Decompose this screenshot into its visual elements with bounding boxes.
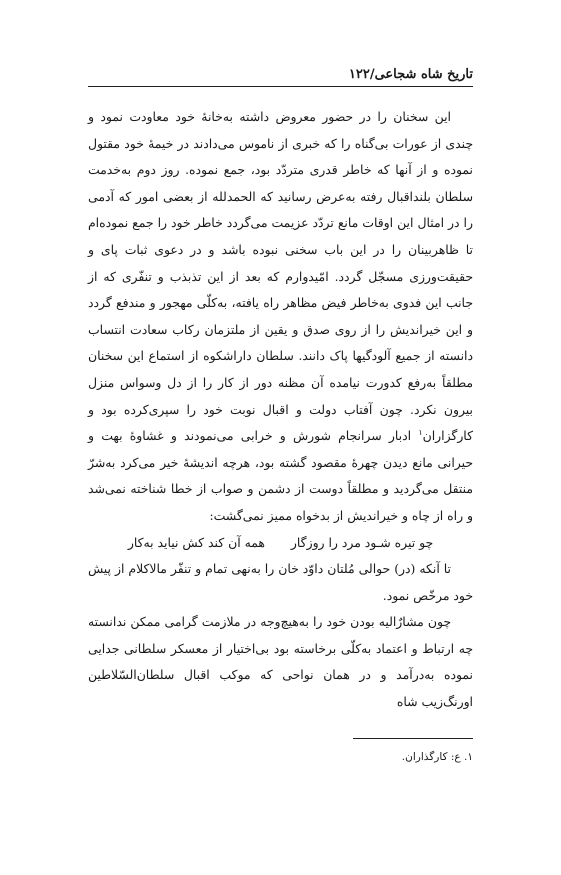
verse-hemistich-2: همه آن کند کش نیاید به‌کار [127,534,265,550]
main-text [88,104,473,716]
footnote-text: ۱. ع: کارگذاران. [401,751,473,763]
header-rule [88,86,473,87]
verse-hemistich-1: چو تیره شـود مرد را روزگار [290,534,434,550]
paragraph-1-text: این سخنان را در حضور معروض داشته به‌خانهٔ خود معاودت نمود و چندی از عورات بی‌گناه را که خبری از ناموس می‌دادند در خیمهٔ خود مقتول نموده و از آنها که خاطر قدری متردّد بود، جمع نموده. روز دوم به‌خدمت سلطان بلنداقبال رفته به‌عرض رسانید که الحمدلله از بعضی امور که آدمی را در امثال این اوقات مانع تردّد عزیمت می‌گردد خاطر خود را جمع نموده‌ام تا ظاهربینان را در این باب سخنی نبوده باشد و در دعوی ثبات پای و حقیقت‌ورزی مسجّل گردد. امّیدوارم که بعد از این تذبذب و تنفّری که از جانب این فدوی به‌خاطر فیض مظاهر راه یافته، به‌کلّی مهجور و مندفع گردد و این خیراندیش را از روی صدق و یقین از ملتزمان رکاب سعادت انتساب دانسته از جمیع آلودگیها پاک دانند. سلطان داراشکوه از استماع این سخنان مطلقاً به‌رفع کدورت نیامده آن مظنه دور از کار را از دل وسواس منزل بیرون نکرد. چون آفتاب دولت و اقبال نوبت خود را سپری‌کرده بود و کارگزاران [88,109,473,444]
verse [88,530,473,557]
running-header [88,56,473,82]
running-title: تاریخ شاه شجاعی/۱۲۲ [348,67,473,82]
paragraph-1-text-cont: ادبار سرانجام شورش و خرابی می‌نمودند و غشاوهٔ بهت و حیرانی مانع دیدن چهرهٔ مقصود گشته بود، هرچه اندیشهٔ خیر می‌کرد به‌شرّ منتقل می‌گردید و مطلقاً دوست از دشمن و صواب از خطا شناخته نمی‌شد و راه از چاه و خیراندیش از بدخواه ممیز نمی‌گشت: [88,428,473,523]
footnote-rule [353,738,473,739]
paragraph-1 [88,104,473,530]
footnote [88,748,473,766]
paragraph-2: تا آنکه (در) حوالی مُلتان داوّد خان را به‌نهی تمام و تنفّر مالاکلام از پیش خود مرخّص نمود. [88,561,473,603]
footnote-marker: ۱ [418,428,423,437]
paragraph-3: چون مشارٌالیه بودن خود را به‌هیچ‌وجه در ملازمت گرامی ممکن ندانسته چه ارتباط و اعتماد به‌کلّی برخاسته بود بی‌اختیار از معسکر سلطانی جدایی نموده به‌درآمد و در همان نواحی که موکب اقبال سلطان‌السّلاطین اورنگ‌زیب شاه [88,614,473,710]
